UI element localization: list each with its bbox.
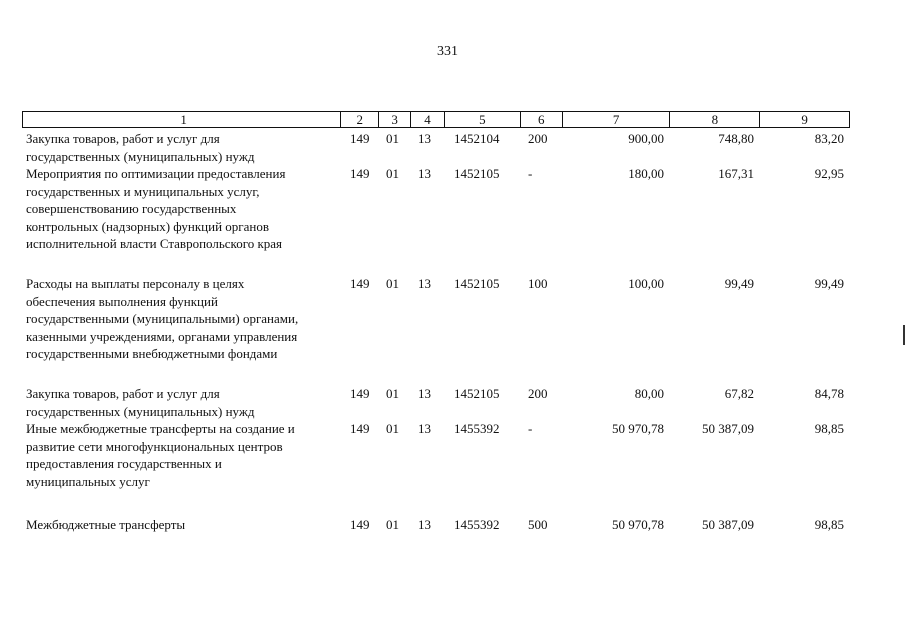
header-col-1: 1 [180,112,187,127]
cell-col-8: 50 387,09 [702,421,754,436]
row-description [22,130,340,165]
cell-col-8: 99,49 [724,276,754,291]
header-col-4: 4 [410,112,444,127]
cell-col-4: 13 [418,517,431,532]
cell-col-9: 92,95 [814,166,844,181]
cell-col-5: 1452105 [454,166,500,181]
row-description [22,275,340,385]
description-line: исполнительной власти Ставропольского края [26,236,283,251]
cell-col-5: 1452104 [454,131,500,146]
cell-col-6: - [528,421,533,436]
table-row [22,420,850,516]
description-line: государственных и муниципальных услуг, [26,183,260,199]
cell-col-8: 167,31 [718,166,754,181]
cell-col-7: 80,00 [634,386,664,401]
cell-col-2: 149 [350,276,370,291]
cell-col-2: 149 [350,421,370,436]
description-line: предоставления государственных и [26,456,222,471]
cell-col-3: 01 [386,517,399,532]
header-col-6: 6 [520,112,562,127]
cell-col-5: 1455392 [454,517,500,532]
cell-col-4: 13 [418,166,431,181]
table-row [22,385,850,420]
description-line: Иные межбюджетные трансферты на создание и [26,421,295,436]
cell-col-9: 83,20 [814,131,844,146]
table-row [22,165,850,275]
page-number: 331 [437,44,458,59]
cell-col-6: - [528,166,533,181]
cell-col-3: 01 [386,166,399,181]
description-line: Закупка товаров, работ и услуг для [26,386,220,401]
cell-col-9: 98,85 [814,421,844,436]
cell-col-4: 13 [418,386,431,401]
cell-col-6: 200 [528,131,548,146]
cell-col-8: 748,80 [718,131,754,146]
header-col-2: 2 [340,112,378,127]
cell-col-4: 13 [418,131,431,146]
row-description [22,516,340,534]
cell-col-4: 13 [418,276,431,291]
cell-col-2: 149 [350,517,370,532]
description-line: государственными внебюджетными фондами [26,346,278,361]
cell-col-9: 99,49 [814,276,844,291]
cell-col-6: 500 [528,517,548,532]
description-line: казенными учреждениями, органами управления [26,328,298,344]
row-description [22,385,340,420]
cell-col-7: 900,00 [628,131,664,146]
cell-col-2: 149 [350,131,370,146]
cell-col-5: 1455392 [454,421,500,436]
cell-col-4: 13 [418,421,431,436]
description-line: государственных (муниципальных) нужд [26,403,255,419]
description-line: государственных (муниципальных) нужд [26,148,255,164]
cell-col-6: 200 [528,386,548,401]
table-row [22,275,850,385]
row-description [22,420,340,516]
table-header-row [22,111,850,128]
cell-col-5: 1452105 [454,276,500,291]
cell-col-3: 01 [386,421,399,436]
header-col-7: 7 [562,112,670,127]
budget-table [22,111,850,534]
cell-col-7: 50 970,78 [612,421,664,436]
cell-col-9: 84,78 [814,386,844,401]
description-line: муниципальных услуг [26,473,150,489]
cell-col-5: 1452105 [454,386,500,401]
row-description [22,165,340,275]
cell-col-8: 50 387,09 [702,517,754,532]
cell-col-3: 01 [386,131,399,146]
cell-col-9: 98,85 [814,517,844,532]
header-col-8: 8 [669,112,759,127]
description-line: Расходы на выплаты персоналу в целях [26,276,245,291]
description-line: Мероприятия по оптимизации предоставления [26,166,286,181]
cell-col-3: 01 [386,276,399,291]
table-row [22,130,850,165]
cell-col-7: 100,00 [628,276,664,291]
description-line: совершенствованию государственных [26,201,237,216]
description-line: Закупка товаров, работ и услуг для [26,131,220,146]
description-line: Межбюджетные трансферты [26,517,186,532]
description-line: государственными (муниципальными) органами, [26,311,299,326]
cell-col-7: 180,00 [628,166,664,181]
description-line: контрольных (надзорных) функций органов [26,218,269,234]
cell-col-6: 100 [528,276,548,291]
cell-col-3: 01 [386,386,399,401]
cell-col-2: 149 [350,386,370,401]
description-line: развитие сети многофункциональных центров [26,438,283,454]
header-col-5: 5 [444,112,520,127]
description-line: обеспечения выполнения функций [26,293,218,309]
cell-col-2: 149 [350,166,370,181]
cell-col-7: 50 970,78 [612,517,664,532]
header-col-3: 3 [378,112,410,127]
table-row [22,516,850,534]
cell-col-8: 67,82 [724,386,754,401]
header-col-9: 9 [759,112,849,127]
